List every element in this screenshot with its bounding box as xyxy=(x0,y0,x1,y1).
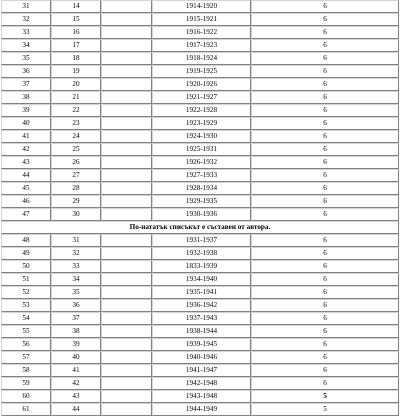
note-cell: По-нататък списъкът е съставен от автора. xyxy=(1,221,399,234)
cell-number: 37 xyxy=(51,312,101,325)
cell-period: 1928-1934 xyxy=(152,182,251,195)
cell-period: 1833-1939 xyxy=(152,260,251,273)
cell-duration: 6 xyxy=(251,130,399,143)
table-row xyxy=(1,78,399,91)
cell-empty xyxy=(101,273,152,286)
cell-index: 42 xyxy=(1,143,51,156)
cell-empty xyxy=(101,117,152,130)
cell-period: 1937-1943 xyxy=(152,312,251,325)
cell-empty xyxy=(101,312,152,325)
cell-duration: 6 xyxy=(251,195,399,208)
cell-duration: 5 xyxy=(251,403,399,416)
cell-empty xyxy=(101,299,152,312)
cell-empty xyxy=(101,65,152,78)
cell-number: 31 xyxy=(51,234,101,247)
cell-duration: 6 xyxy=(251,234,399,247)
cell-index: 36 xyxy=(1,65,51,78)
cell-period: 1939-1945 xyxy=(152,338,251,351)
cell-period: 1934-1940 xyxy=(152,273,251,286)
cell-number: 25 xyxy=(51,143,101,156)
cell-duration: 6 xyxy=(251,286,399,299)
cell-period: 1940-1946 xyxy=(152,351,251,364)
cell-period: 1915-1921 xyxy=(152,13,251,26)
cell-empty xyxy=(101,208,152,221)
table-row xyxy=(1,182,399,195)
cell-empty xyxy=(101,247,152,260)
cell-duration: 6 xyxy=(251,247,399,260)
cell-empty xyxy=(101,143,152,156)
cell-index: 31 xyxy=(1,0,51,13)
cell-empty xyxy=(101,234,152,247)
cell-number: 32 xyxy=(51,247,101,260)
cell-number: 20 xyxy=(51,78,101,91)
cell-period: 1929-1935 xyxy=(152,195,251,208)
cell-number: 40 xyxy=(51,351,101,364)
cell-index: 41 xyxy=(1,130,51,143)
cell-number: 23 xyxy=(51,117,101,130)
cell-empty xyxy=(101,260,152,273)
cell-number: 36 xyxy=(51,299,101,312)
cell-number: 26 xyxy=(51,156,101,169)
cell-period: 1917-1923 xyxy=(152,39,251,52)
cell-duration: 6 xyxy=(251,312,399,325)
cell-index: 35 xyxy=(1,52,51,65)
table-row xyxy=(1,390,399,403)
table-row xyxy=(1,91,399,104)
cell-duration: 6 xyxy=(251,273,399,286)
cell-number: 28 xyxy=(51,182,101,195)
cell-number: 14 xyxy=(51,0,101,13)
cell-duration: 6 xyxy=(251,39,399,52)
periods-table xyxy=(1,0,399,416)
cell-number: 42 xyxy=(51,377,101,390)
cell-period: 1918-1924 xyxy=(152,52,251,65)
cell-index: 58 xyxy=(1,364,51,377)
cell-index: 40 xyxy=(1,117,51,130)
cell-duration: 6 xyxy=(251,169,399,182)
cell-index: 44 xyxy=(1,169,51,182)
cell-period: 1938-1944 xyxy=(152,325,251,338)
cell-empty xyxy=(101,351,152,364)
cell-index: 37 xyxy=(1,78,51,91)
table-row xyxy=(1,403,399,416)
cell-empty xyxy=(101,390,152,403)
cell-empty xyxy=(101,91,152,104)
cell-period: 1922-1928 xyxy=(152,104,251,117)
table-row xyxy=(1,364,399,377)
cell-duration: 6 xyxy=(251,299,399,312)
cell-empty xyxy=(101,13,152,26)
cell-period: 1935-1941 xyxy=(152,286,251,299)
cell-empty xyxy=(101,364,152,377)
cell-index: 32 xyxy=(1,13,51,26)
cell-number: 24 xyxy=(51,130,101,143)
note-row xyxy=(1,221,399,234)
cell-index: 47 xyxy=(1,208,51,221)
cell-number: 17 xyxy=(51,39,101,52)
table-row xyxy=(1,260,399,273)
cell-number: 34 xyxy=(51,273,101,286)
cell-period: 1942-1948 xyxy=(152,377,251,390)
cell-empty xyxy=(101,39,152,52)
cell-period: 1930-1936 xyxy=(152,208,251,221)
table-row xyxy=(1,52,399,65)
table-row xyxy=(1,65,399,78)
cell-duration: 6 xyxy=(251,182,399,195)
cell-duration: 5 xyxy=(251,390,399,403)
cell-index: 60 xyxy=(1,390,51,403)
cell-index: 43 xyxy=(1,156,51,169)
table-row xyxy=(1,130,399,143)
cell-period: 1926-1932 xyxy=(152,156,251,169)
cell-duration: 6 xyxy=(251,13,399,26)
cell-empty xyxy=(101,26,152,39)
cell-index: 38 xyxy=(1,91,51,104)
rows-after xyxy=(1,234,399,416)
cell-empty xyxy=(101,130,152,143)
cell-period: 1941-1947 xyxy=(152,364,251,377)
cell-index: 33 xyxy=(1,26,51,39)
cell-number: 19 xyxy=(51,65,101,78)
table-row xyxy=(1,312,399,325)
cell-period: 1931-1937 xyxy=(152,234,251,247)
table-row xyxy=(1,325,399,338)
note-section xyxy=(1,221,399,234)
cell-period: 1932-1938 xyxy=(152,247,251,260)
cell-period: 1943-1948 xyxy=(152,390,251,403)
table-row xyxy=(1,39,399,52)
cell-empty xyxy=(101,78,152,91)
table-row xyxy=(1,0,399,13)
cell-duration: 6 xyxy=(251,377,399,390)
cell-empty xyxy=(101,195,152,208)
cell-index: 49 xyxy=(1,247,51,260)
cell-duration: 6 xyxy=(251,117,399,130)
cell-index: 46 xyxy=(1,195,51,208)
cell-number: 30 xyxy=(51,208,101,221)
cell-number: 27 xyxy=(51,169,101,182)
table-row xyxy=(1,208,399,221)
cell-period: 1914-1920 xyxy=(152,0,251,13)
cell-number: 16 xyxy=(51,26,101,39)
cell-duration: 6 xyxy=(251,143,399,156)
cell-number: 38 xyxy=(51,325,101,338)
table-row xyxy=(1,117,399,130)
cell-empty xyxy=(101,0,152,13)
cell-index: 55 xyxy=(1,325,51,338)
cell-number: 29 xyxy=(51,195,101,208)
cell-duration: 6 xyxy=(251,0,399,13)
cell-number: 22 xyxy=(51,104,101,117)
table-row xyxy=(1,286,399,299)
cell-period: 1920-1926 xyxy=(152,78,251,91)
cell-duration: 6 xyxy=(251,351,399,364)
table-row xyxy=(1,169,399,182)
table-row xyxy=(1,299,399,312)
cell-empty xyxy=(101,286,152,299)
table-row xyxy=(1,156,399,169)
cell-number: 21 xyxy=(51,91,101,104)
cell-index: 50 xyxy=(1,260,51,273)
cell-duration: 6 xyxy=(251,52,399,65)
table-row xyxy=(1,104,399,117)
cell-empty xyxy=(101,325,152,338)
cell-index: 59 xyxy=(1,377,51,390)
cell-duration: 6 xyxy=(251,104,399,117)
cell-duration: 6 xyxy=(251,338,399,351)
cell-period: 1925-1931 xyxy=(152,143,251,156)
cell-duration: 6 xyxy=(251,26,399,39)
cell-empty xyxy=(101,104,152,117)
table-row xyxy=(1,273,399,286)
cell-period: 1927-1933 xyxy=(152,169,251,182)
cell-index: 39 xyxy=(1,104,51,117)
cell-empty xyxy=(101,156,152,169)
cell-number: 15 xyxy=(51,13,101,26)
rows-before xyxy=(1,0,399,221)
cell-empty xyxy=(101,377,152,390)
cell-number: 41 xyxy=(51,364,101,377)
cell-number: 44 xyxy=(51,403,101,416)
cell-empty xyxy=(101,338,152,351)
cell-index: 53 xyxy=(1,299,51,312)
table-row xyxy=(1,338,399,351)
cell-index: 34 xyxy=(1,39,51,52)
cell-duration: 6 xyxy=(251,156,399,169)
cell-duration: 6 xyxy=(251,208,399,221)
cell-duration: 6 xyxy=(251,260,399,273)
table-row xyxy=(1,13,399,26)
cell-number: 39 xyxy=(51,338,101,351)
table-row xyxy=(1,195,399,208)
cell-period: 1944-1949 xyxy=(152,403,251,416)
cell-period: 1919-1925 xyxy=(152,65,251,78)
cell-period: 1936-1942 xyxy=(152,299,251,312)
cell-index: 57 xyxy=(1,351,51,364)
table-row xyxy=(1,247,399,260)
cell-empty xyxy=(101,52,152,65)
cell-empty xyxy=(101,182,152,195)
cell-empty xyxy=(101,403,152,416)
cell-index: 56 xyxy=(1,338,51,351)
cell-index: 54 xyxy=(1,312,51,325)
cell-index: 61 xyxy=(1,403,51,416)
table-row xyxy=(1,234,399,247)
cell-index: 48 xyxy=(1,234,51,247)
cell-duration: 6 xyxy=(251,325,399,338)
cell-duration: 6 xyxy=(251,65,399,78)
cell-index: 45 xyxy=(1,182,51,195)
table-row xyxy=(1,377,399,390)
cell-period: 1924-1930 xyxy=(152,130,251,143)
cell-duration: 6 xyxy=(251,78,399,91)
cell-empty xyxy=(101,169,152,182)
table-row xyxy=(1,143,399,156)
table-row xyxy=(1,351,399,364)
cell-number: 35 xyxy=(51,286,101,299)
cell-number: 18 xyxy=(51,52,101,65)
cell-number: 33 xyxy=(51,260,101,273)
cell-index: 52 xyxy=(1,286,51,299)
cell-period: 1916-1922 xyxy=(152,26,251,39)
cell-index: 51 xyxy=(1,273,51,286)
cell-number: 43 xyxy=(51,390,101,403)
cell-period: 1923-1929 xyxy=(152,117,251,130)
table-row xyxy=(1,26,399,39)
cell-period: 1921-1927 xyxy=(152,91,251,104)
cell-duration: 6 xyxy=(251,91,399,104)
cell-duration: 6 xyxy=(251,364,399,377)
